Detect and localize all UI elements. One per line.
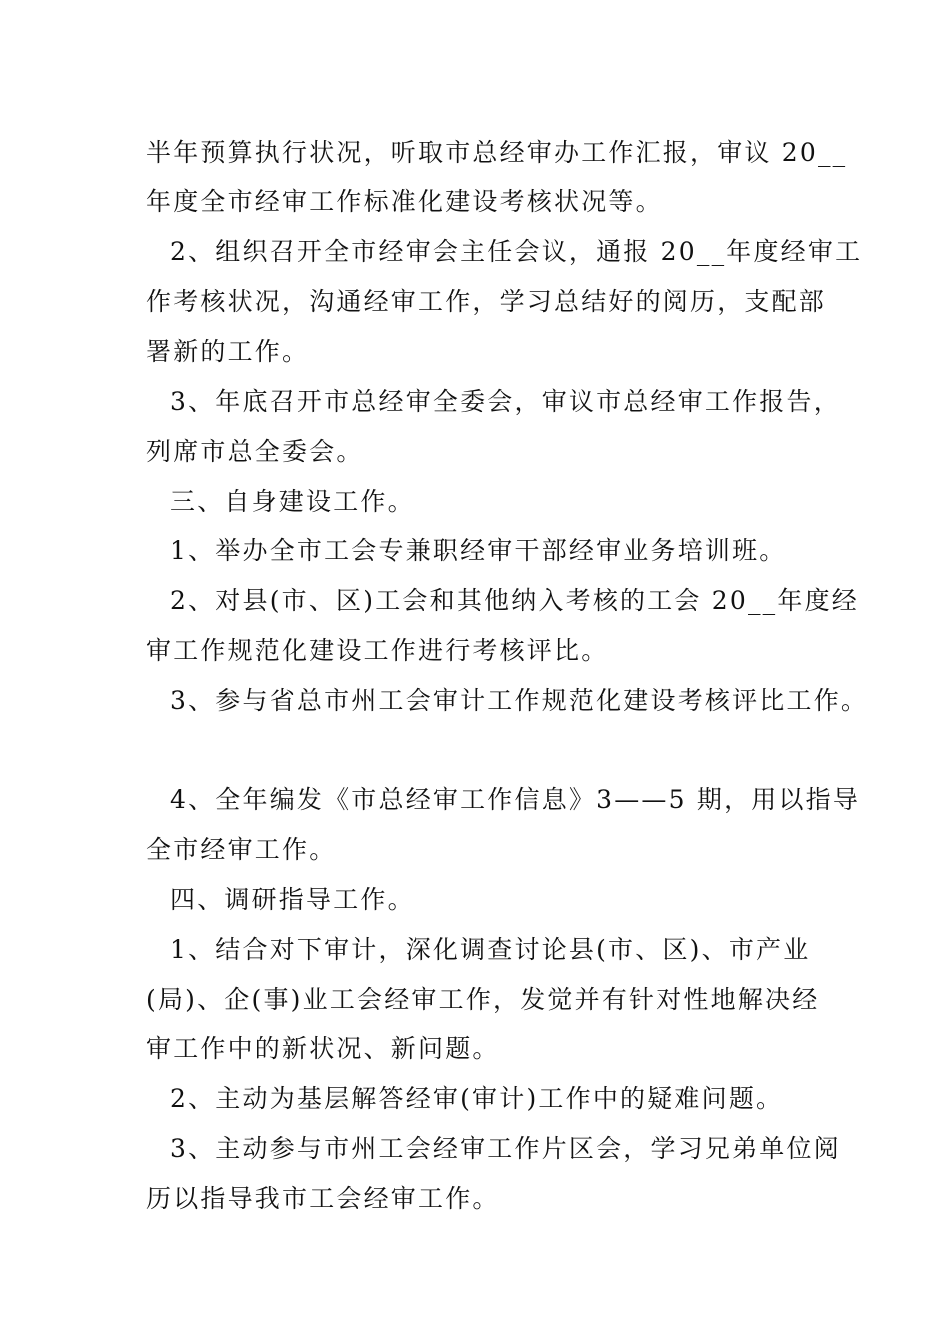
text-line: 1、举办全市工会专兼职经审干部经审业务培训班。 xyxy=(170,536,787,565)
text-line: 列席市总全委会。 xyxy=(146,437,364,466)
text-line: 半年预算执行状况，听取市总经审办工作汇报，审议 20__ xyxy=(146,138,848,167)
text-line: 1、结合对下审计，深化调查讨论县(市、区)、市产业 xyxy=(170,935,811,964)
text-line: 年度全市经审工作标准化建设考核状况等。 xyxy=(146,187,663,216)
text-line: 署新的工作。 xyxy=(146,337,310,366)
text-line: 2、组织召开全市经审会主任会议，通报 20__年度经审工 xyxy=(170,237,863,266)
text-line: 2、主动为基层解答经审(审计)工作中的疑难问题。 xyxy=(170,1084,784,1113)
text-line: 2、对县(市、区)工会和其他纳入考核的工会 20__年度经 xyxy=(170,586,859,615)
text-line: 作考核状况，沟通经审工作，学习总结好的阅历，支配部 xyxy=(146,287,827,316)
text-line: 3、主动参与市州工会经审工作片区会，学习兄弟单位阅 xyxy=(170,1134,841,1163)
text-line: 全市经审工作。 xyxy=(146,835,337,864)
text-line: 3、年底召开市总经审全委会，审议市总经审工作报告， xyxy=(170,387,841,416)
text-line: 审工作中的新状况、新问题。 xyxy=(146,1034,500,1063)
text-line: (局)、企(事)业工会经审工作，发觉并有针对性地解决经 xyxy=(146,985,820,1014)
text-line: 3、参与省总市州工会审计工作规范化建设考核评比工作。 xyxy=(170,686,869,715)
text-line: 审工作规范化建设工作进行考核评比。 xyxy=(146,636,609,665)
section-heading: 四、调研指导工作。 xyxy=(170,885,415,914)
text-line: 历以指导我市工会经审工作。 xyxy=(146,1184,500,1213)
section-heading: 三、自身建设工作。 xyxy=(170,487,415,516)
text-line: 4、全年编发《市总经审工作信息》3——5 期，用以指导 xyxy=(170,785,861,814)
